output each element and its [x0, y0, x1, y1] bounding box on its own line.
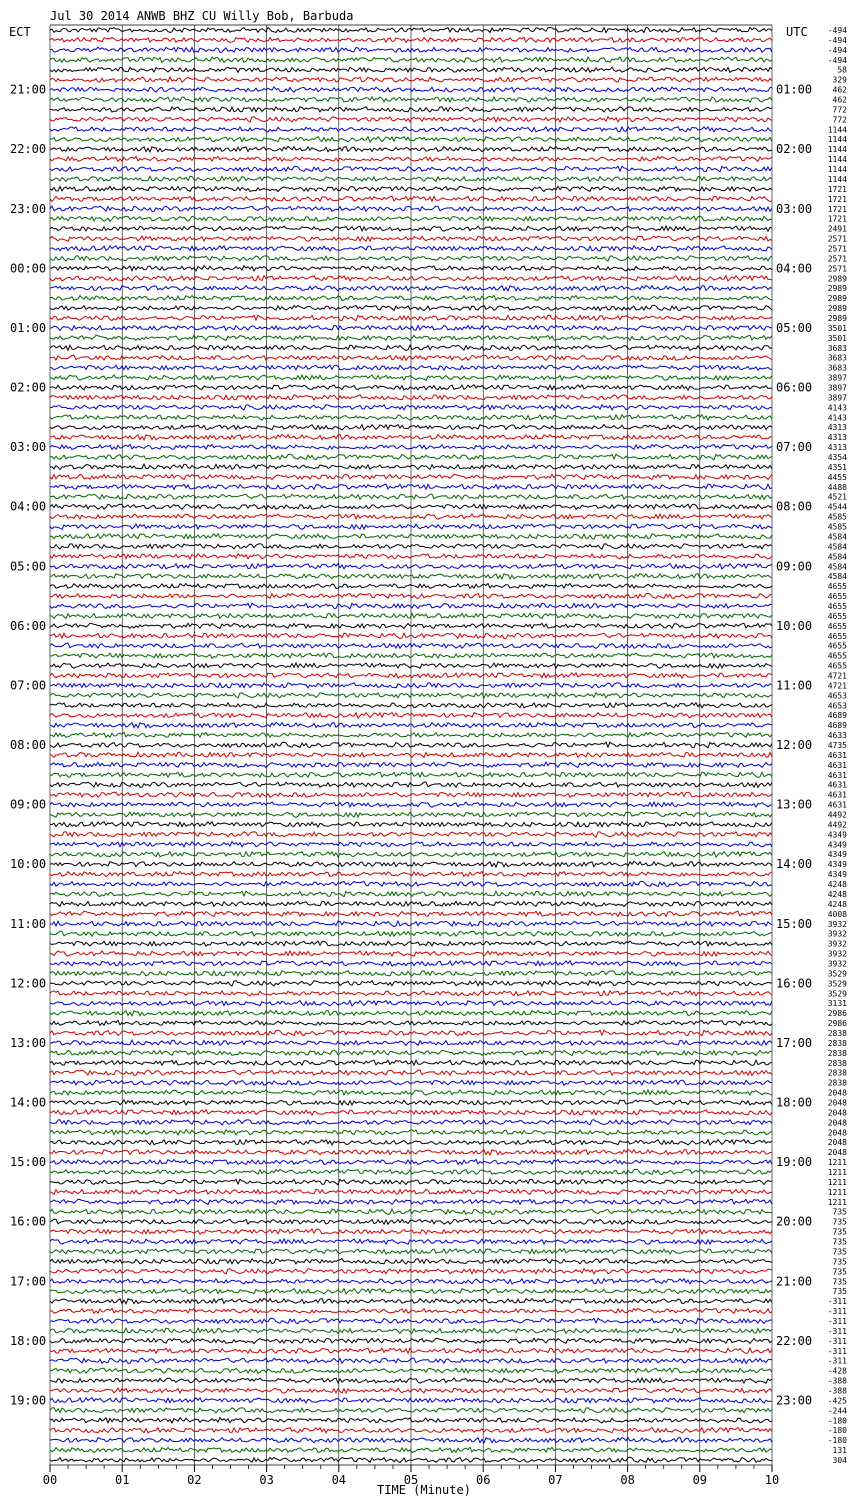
trace-offset-label: 2986: [827, 1019, 847, 1029]
left-hour-label: 02:00: [10, 380, 47, 395]
trace-offset-label: 772: [832, 115, 847, 125]
trace-offset-label: 4631: [827, 770, 847, 780]
trace-offset-label: -180: [827, 1426, 847, 1436]
right-hour-label: 15:00: [776, 916, 813, 931]
x-tick-label: 05: [403, 1473, 419, 1487]
trace-offset-label: 735: [832, 1277, 847, 1287]
left-hour-label: 08:00: [10, 738, 47, 752]
right-hour-label: 10:00: [776, 618, 813, 633]
trace-offset-label: 4584: [827, 542, 847, 552]
trace-offset-label: 2838: [827, 1038, 847, 1048]
trace-offset-label: 4655: [827, 611, 847, 621]
trace-offset-label: 735: [832, 1287, 847, 1297]
trace-offset-label: 1721: [827, 204, 847, 214]
trace-offset-label: 4544: [827, 502, 847, 512]
right-hour-label: 21:00: [776, 1274, 813, 1289]
trace-offset-label: 2048: [827, 1138, 847, 1148]
trace-offset-label: 4492: [827, 810, 847, 820]
trace-offset-label: 4655: [827, 631, 847, 641]
trace-offset-label: 4248: [827, 889, 847, 899]
right-hour-label: 04:00: [776, 261, 813, 276]
left-hour-label: 17:00: [10, 1274, 47, 1289]
trace-offset-label: 4349: [827, 840, 847, 850]
right-hour-label: 01:00: [776, 82, 813, 97]
trace-offset-label: 4653: [827, 701, 847, 711]
trace-offset-label: 4248: [827, 880, 847, 890]
x-tick-label: 01: [114, 1473, 130, 1487]
left-hour-label: 19:00: [10, 1393, 47, 1408]
trace-offset-label: 3897: [827, 383, 847, 393]
trace-offset-label: -428: [827, 1366, 847, 1376]
trace-offset-label: 3897: [827, 373, 847, 383]
trace-offset-label: 2571: [827, 254, 847, 264]
trace-offset-label: 4349: [827, 860, 847, 870]
right-hour-label: 19:00: [776, 1155, 813, 1170]
left-hour-label: 04:00: [10, 499, 47, 514]
left-hour-label: 18:00: [10, 1333, 47, 1348]
x-tick-label: 04: [331, 1473, 347, 1487]
trace-offset-label: -180: [827, 1436, 847, 1446]
trace-offset-label: 3683: [827, 353, 847, 363]
left-hour-label: 06:00: [10, 618, 47, 633]
trace-offset-label: 2048: [827, 1148, 847, 1158]
trace-offset-label: 2048: [827, 1088, 847, 1098]
trace-offset-label: 2838: [827, 1058, 847, 1068]
trace-offset-label: 2838: [827, 1048, 847, 1058]
right-hour-label: 23:00: [776, 1393, 813, 1408]
trace-offset-label: 4349: [827, 850, 847, 860]
right-hour-label: 02:00: [776, 142, 813, 157]
x-tick-label: 02: [187, 1473, 202, 1487]
trace-offset-label: 4631: [827, 800, 847, 810]
right-hour-label: 14:00: [776, 857, 813, 872]
trace-offset-label: -180: [827, 1416, 847, 1426]
left-hour-label: 10:00: [10, 857, 47, 872]
trace-offset-label: -494: [827, 55, 847, 65]
trace-offset-label: 2048: [827, 1118, 847, 1128]
trace-offset-label: 4143: [827, 413, 847, 423]
trace-offset-label: 3932: [827, 919, 847, 929]
trace-offset-label: 4631: [827, 760, 847, 770]
trace-offset-label: 4689: [827, 721, 847, 731]
trace-offset-label: 4655: [827, 582, 847, 592]
left-hour-label: 03:00: [10, 440, 47, 455]
trace-offset-label: 131: [832, 1446, 847, 1456]
trace-offset-label: 2989: [827, 274, 847, 284]
chart-title: Jul 30 2014 ANWB BHZ CU Willy Bob, Barbuda: [50, 9, 354, 23]
trace-offset-label: 1211: [827, 1177, 847, 1187]
trace-offset-label: 4631: [827, 750, 847, 760]
left-hour-label: 22:00: [10, 142, 47, 157]
left-hour-label: 21:00: [10, 82, 47, 97]
trace-offset-label: 2491: [827, 224, 847, 234]
trace-offset-label: 3501: [827, 323, 847, 333]
trace-offset-label: 2571: [827, 234, 847, 244]
trace-offset-label: 4313: [827, 423, 847, 433]
trace-offset-label: 3529: [827, 969, 847, 979]
trace-offset-label: -311: [827, 1356, 847, 1366]
trace-offset-label: 4313: [827, 443, 847, 453]
left-hour-label: 00:00: [10, 261, 47, 276]
trace-offset-label: 4488: [827, 482, 847, 492]
right-hour-label: 17:00: [776, 1035, 813, 1050]
trace-offset-label: 2838: [827, 1078, 847, 1088]
trace-offset-label: -388: [827, 1386, 847, 1396]
trace-offset-label: 735: [832, 1207, 847, 1217]
x-tick-label: 03: [259, 1473, 274, 1487]
trace-offset-label: -311: [827, 1346, 847, 1356]
right-hour-label: 09:00: [776, 559, 813, 574]
trace-offset-label: 4631: [827, 780, 847, 790]
x-tick-label: 10: [764, 1473, 780, 1487]
trace-offset-label: -311: [827, 1316, 847, 1326]
left-timezone-label: ECT: [9, 25, 31, 39]
trace-offset-label: 3683: [827, 363, 847, 373]
trace-offset-label: 4655: [827, 621, 847, 631]
trace-offset-label: 4735: [827, 741, 847, 750]
left-hour-label: 09:00: [10, 797, 47, 812]
trace-offset-label: 4655: [827, 651, 847, 661]
trace-offset-label: 4584: [827, 562, 847, 572]
trace-offset-label: -388: [827, 1376, 847, 1386]
right-hour-labels: [776, 83, 812, 1408]
trace-offset-label: 3529: [827, 989, 847, 999]
trace-offset-label: 58: [837, 65, 847, 75]
trace-offset-label: 3683: [827, 343, 847, 353]
trace-offset-label: 4721: [827, 671, 847, 681]
trace-offset-label: 3529: [827, 979, 847, 989]
trace-offset-label: 4492: [827, 820, 847, 830]
x-tick-label: 06: [475, 1473, 491, 1487]
trace-offset-label: 4584: [827, 552, 847, 562]
trace-offset-label: 4584: [827, 572, 847, 582]
trace-offset-label: 2838: [827, 1028, 847, 1038]
trace-offset-label: 2989: [827, 294, 847, 304]
trace-offset-label: 4349: [827, 830, 847, 840]
trace-offset-label: 4653: [827, 691, 847, 701]
trace-offset-label: 462: [832, 95, 847, 105]
trace-offset-label: 1144: [827, 155, 847, 165]
trace-offset-label: -311: [827, 1297, 847, 1307]
right-hour-label: 20:00: [776, 1214, 813, 1229]
trace-offset-label: 2989: [827, 304, 847, 314]
trace-offset-label: 3932: [827, 929, 847, 939]
left-hour-label: 14:00: [10, 1095, 47, 1110]
trace-offset-label: -494: [827, 35, 847, 45]
trace-offset-label: 2571: [827, 244, 847, 254]
trace-offset-label: 4655: [827, 641, 847, 651]
trace-offset-label: 4354: [827, 453, 847, 463]
x-tick-label: 09: [692, 1473, 708, 1487]
trace-offset-label: 4455: [827, 472, 847, 482]
trace-offset-label: 3897: [827, 393, 847, 403]
trace-offset-label: 4585: [827, 512, 847, 522]
right-hour-label: 18:00: [776, 1095, 813, 1110]
trace-offset-label: 2986: [827, 1009, 847, 1019]
trace-offset-label: 735: [832, 1227, 847, 1237]
trace-offset-label: -425: [827, 1396, 847, 1406]
trace-offset-label: 772: [832, 105, 847, 115]
x-tick-label: 07: [548, 1473, 563, 1487]
trace-offset-label: -311: [827, 1307, 847, 1317]
trace-offset-label: 735: [832, 1267, 847, 1277]
trace-offset-label: 3932: [827, 939, 847, 949]
trace-offset-label: 1211: [827, 1168, 847, 1178]
trace-offset-label: 1721: [827, 184, 847, 194]
trace-offset-label: 1721: [827, 214, 847, 224]
trace-offset-label: 2048: [827, 1128, 847, 1138]
left-hour-label: 05:00: [10, 559, 47, 574]
x-tick-label: 08: [620, 1473, 635, 1487]
right-timezone-label: UTC: [786, 25, 808, 39]
trace-offset-label: 304: [832, 1456, 847, 1465]
left-hour-label: 16:00: [10, 1214, 47, 1229]
trace-offset-label: 3932: [827, 959, 847, 969]
trace-offset-label: 4349: [827, 870, 847, 880]
trace-offset-label: 329: [832, 75, 847, 85]
left-hour-labels: [10, 83, 46, 1408]
trace-offset-label: -244: [827, 1406, 847, 1416]
left-hour-label: 15:00: [10, 1155, 47, 1170]
left-hour-label: 23:00: [10, 201, 47, 216]
trace-offset-label: 4689: [827, 711, 847, 721]
trace-offset-label: 1211: [827, 1158, 847, 1168]
trace-offset-label: 2838: [827, 1068, 847, 1078]
trace-offset-label: 1144: [827, 135, 847, 145]
trace-offset-label: 4521: [827, 492, 847, 502]
trace-offset-label: 1211: [827, 1187, 847, 1197]
x-axis-label: TIME (Minute): [377, 1483, 471, 1497]
left-hour-label: 13:00: [10, 1035, 47, 1050]
trace-offset-label: 2989: [827, 284, 847, 294]
trace-offset-label: 1721: [827, 194, 847, 204]
trace-offset-label: 2048: [827, 1108, 847, 1118]
trace-offset-label: -494: [827, 45, 847, 55]
trace-offset-label: 2571: [827, 264, 847, 274]
trace-offset-label: 4248: [827, 899, 847, 909]
trace-offset-label: 3131: [827, 999, 847, 1009]
trace-offset-label: 1144: [827, 125, 847, 135]
left-hour-label: 11:00: [10, 916, 47, 931]
trace-offset-label: 735: [832, 1237, 847, 1247]
left-hour-label: 07:00: [10, 678, 47, 693]
right-hour-label: 07:00: [776, 440, 813, 455]
trace-offset-label: 4585: [827, 522, 847, 532]
trace-offset-label: 4655: [827, 601, 847, 611]
right-hour-label: 12:00: [776, 738, 813, 752]
trace-offset-label: 4313: [827, 433, 847, 443]
trace-offset-label: 4584: [827, 532, 847, 542]
trace-offset-label: 1144: [827, 145, 847, 155]
right-hour-label: 03:00: [776, 201, 813, 216]
trace-offset-label: -494: [827, 26, 847, 35]
right-hour-label: 22:00: [776, 1333, 813, 1348]
trace-offset-label: 4721: [827, 681, 847, 691]
trace-offset-label: 1144: [827, 174, 847, 184]
x-tick-label: 00: [42, 1473, 58, 1487]
right-hour-label: 06:00: [776, 380, 813, 395]
trace-offset-label: 3932: [827, 949, 847, 959]
trace-offset-label: 4655: [827, 592, 847, 602]
trace-offset-label: 2048: [827, 1098, 847, 1108]
trace-offset-label: 1144: [827, 165, 847, 175]
right-hour-label: 13:00: [776, 797, 813, 812]
trace-offset-label: 4143: [827, 403, 847, 413]
right-hour-label: 05:00: [776, 320, 813, 335]
trace-offset-label: 4351: [827, 462, 847, 472]
left-hour-label: 12:00: [10, 976, 47, 991]
trace-offset-label: 1211: [827, 1197, 847, 1207]
trace-offset-labels: [828, 26, 847, 1465]
trace-offset-label: 4008: [827, 909, 847, 919]
trace-offset-label: 735: [832, 1217, 847, 1227]
trace-offset-label: 3501: [827, 333, 847, 343]
trace-offset-label: 2989: [827, 313, 847, 323]
right-hour-label: 16:00: [776, 976, 813, 991]
trace-offset-label: -311: [827, 1336, 847, 1346]
trace-offset-label: -311: [827, 1326, 847, 1336]
trace-offset-label: 4631: [827, 790, 847, 800]
trace-offset-label: 4633: [827, 731, 847, 741]
right-hour-label: 11:00: [776, 678, 813, 693]
trace-offset-label: 735: [832, 1257, 847, 1267]
trace-offset-label: 735: [832, 1247, 847, 1257]
trace-offset-label: 4655: [827, 661, 847, 671]
left-hour-label: 01:00: [10, 320, 47, 335]
right-hour-label: 08:00: [776, 499, 813, 514]
trace-offset-label: 462: [832, 85, 847, 95]
